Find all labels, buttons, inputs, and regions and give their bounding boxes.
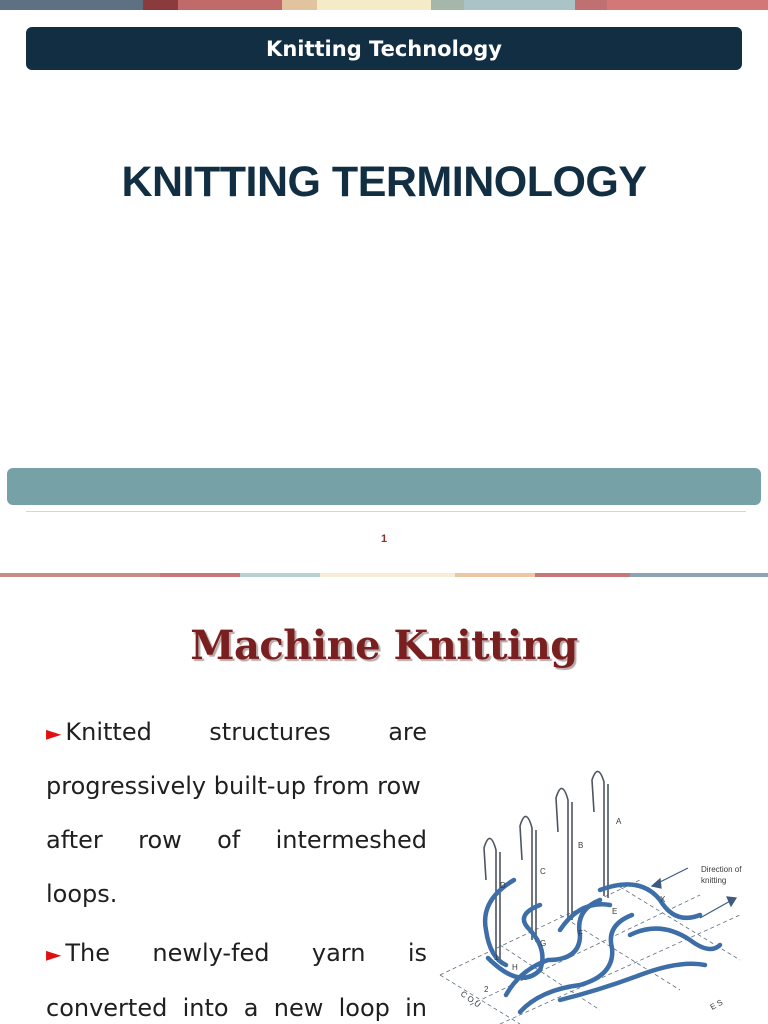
slide-title: KNITTING TERMINOLOGY (121, 158, 647, 206)
diagram-needles (484, 771, 608, 962)
diagram-yarn-loops (485, 880, 720, 1012)
header-title: Knitting Technology (266, 36, 502, 61)
label-1: 1 (494, 953, 499, 962)
direction-label-line1: Direction of (701, 865, 742, 874)
footer-bar (7, 468, 761, 505)
bullet-arrow-icon: ► (46, 942, 62, 966)
bullet-1-text: ► Knitted structures are progressively built-up from row after row of intermeshed loops. (46, 718, 427, 908)
label-g: G (540, 939, 547, 948)
slide-divider (0, 573, 768, 577)
label-e: E (612, 907, 618, 916)
label-f: F (578, 929, 583, 938)
bullet-arrow-icon: ► (46, 721, 62, 745)
label-a: A (616, 817, 622, 826)
wales-label: E S (708, 997, 725, 1012)
diagram-base-grid (440, 880, 740, 1024)
direction-label-line2: knitting (701, 876, 727, 885)
bullet-2-text: ► The newly-fed yarn is converted into a new loop in (46, 939, 427, 1022)
knitting-needles-diagram (436, 758, 768, 1024)
label-c: C (540, 867, 546, 876)
machine-knitting-title: Machine Knitting (190, 622, 578, 669)
top-color-stripe (0, 0, 768, 10)
label-2: 2 (484, 985, 489, 994)
label-h: H (512, 963, 518, 972)
header-bar (26, 27, 742, 70)
label-x: X (660, 895, 666, 904)
page-number: 1 (380, 533, 388, 545)
courses-label: C O U (458, 989, 483, 1010)
footer-rule (26, 511, 746, 512)
label-b: B (578, 841, 584, 850)
label-d: D (500, 881, 506, 890)
